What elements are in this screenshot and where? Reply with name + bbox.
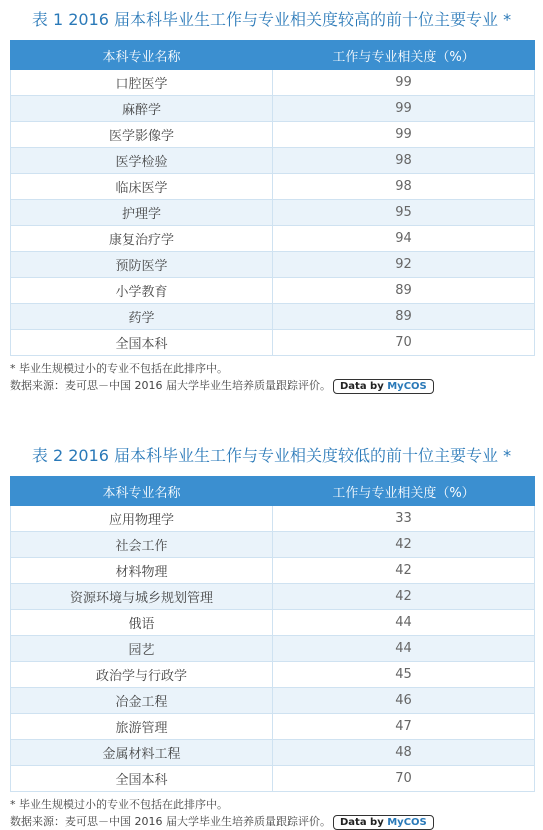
table-row	[11, 662, 535, 688]
table-row	[11, 532, 535, 558]
relevance-value-cell: 33	[273, 506, 535, 532]
major-name-cell: 俄语	[11, 610, 273, 636]
major-name-cell: 政治学与行政学	[11, 662, 273, 688]
major-name-cell: 药学	[11, 304, 273, 330]
table-row	[11, 122, 535, 148]
relevance-value-cell: 89	[273, 278, 535, 304]
major-name-cell: 预防医学	[11, 252, 273, 278]
relevance-value-cell: 95	[273, 200, 535, 226]
relevance-value-cell: 42	[273, 584, 535, 610]
table-row	[11, 252, 535, 278]
table2-title: 表 2 2016 届本科毕业生工作与专业相关度较低的前十位主要专业 *	[31, 446, 512, 465]
relevance-value-cell: 99	[273, 122, 535, 148]
table1-section	[0, 0, 543, 394]
table-row	[11, 584, 535, 610]
table-row	[11, 226, 535, 252]
major-name-cell: 护理学	[11, 200, 273, 226]
table-row	[11, 174, 535, 200]
relevance-value-cell: 99	[273, 96, 535, 122]
table-row	[11, 304, 535, 330]
major-name-cell: 资源环境与城乡规划管理	[11, 584, 273, 610]
table1-header-row	[11, 41, 535, 70]
relevance-value-cell: 99	[273, 70, 535, 96]
major-name-cell: 社会工作	[11, 532, 273, 558]
major-name-cell: 临床医学	[11, 174, 273, 200]
relevance-value-cell: 89	[273, 304, 535, 330]
relevance-value-cell: 92	[273, 252, 535, 278]
table2	[10, 476, 535, 792]
table1-source-line	[10, 377, 543, 394]
major-name-cell: 康复治疗学	[11, 226, 273, 252]
table-row	[11, 70, 535, 96]
major-name-cell: 冶金工程	[11, 688, 273, 714]
relevance-value-cell: 48	[273, 740, 535, 766]
major-name-cell: 材料物理	[11, 558, 273, 584]
table2-section	[0, 436, 543, 830]
table2-footnote: * 毕业生规模过小的专业不包括在此排序中。	[10, 798, 228, 811]
badge-prefix: Data by	[340, 816, 388, 828]
major-name-cell: 麻醉学	[11, 96, 273, 122]
relevance-value-cell: 42	[273, 532, 535, 558]
table-row	[11, 714, 535, 740]
major-name-cell: 金属材料工程	[11, 740, 273, 766]
relevance-value-cell: 94	[273, 226, 535, 252]
relevance-value-cell: 70	[273, 766, 535, 792]
relevance-value-cell: 70	[273, 330, 535, 356]
relevance-value-cell: 45	[273, 662, 535, 688]
relevance-value-cell: 44	[273, 610, 535, 636]
major-name-cell: 全国本科	[11, 330, 273, 356]
major-name-cell: 旅游管理	[11, 714, 273, 740]
table1-body	[11, 70, 535, 356]
major-name-cell: 小学教育	[11, 278, 273, 304]
table2-body	[11, 506, 535, 792]
mycos-logo-badge	[333, 815, 434, 830]
major-name-cell: 医学影像学	[11, 122, 273, 148]
table2-header-major: 本科专业名称	[11, 477, 273, 506]
relevance-value-cell: 44	[273, 636, 535, 662]
table-row	[11, 278, 535, 304]
major-name-cell: 园艺	[11, 636, 273, 662]
table2-header-relevance: 工作与专业相关度（%）	[273, 477, 535, 506]
major-name-cell: 应用物理学	[11, 506, 273, 532]
badge-prefix: Data by	[340, 380, 388, 392]
major-name-cell: 全国本科	[11, 766, 273, 792]
mycos-logo-badge	[333, 379, 434, 394]
table-row	[11, 740, 535, 766]
table1-footnote: * 毕业生规模过小的专业不包括在此排序中。	[10, 362, 228, 375]
table1-notes	[10, 360, 543, 394]
table-row	[11, 96, 535, 122]
relevance-value-cell: 98	[273, 174, 535, 200]
table2-notes	[10, 796, 543, 830]
table-row	[11, 558, 535, 584]
table1-title: 表 1 2016 届本科毕业生工作与专业相关度较高的前十位主要专业 *	[31, 10, 512, 29]
table1-source: 数据来源：麦可思－中国 2016 届大学毕业生培养质量跟踪评价。	[10, 379, 331, 392]
table-row	[11, 506, 535, 532]
table-row	[11, 610, 535, 636]
table-row	[11, 636, 535, 662]
badge-brand: MyCOS	[387, 380, 427, 392]
table2-source: 数据来源：麦可思－中国 2016 届大学毕业生培养质量跟踪评价。	[10, 815, 331, 828]
table-row	[11, 330, 535, 356]
table1	[10, 40, 535, 356]
relevance-value-cell: 47	[273, 714, 535, 740]
relevance-value-cell: 42	[273, 558, 535, 584]
table2-source-line	[10, 813, 543, 830]
table2-header-row	[11, 477, 535, 506]
major-name-cell: 医学检验	[11, 148, 273, 174]
table-row	[11, 148, 535, 174]
table-row	[11, 200, 535, 226]
table1-header-major: 本科专业名称	[11, 41, 273, 70]
badge-brand: MyCOS	[387, 816, 427, 828]
relevance-value-cell: 98	[273, 148, 535, 174]
table1-header-relevance: 工作与专业相关度（%）	[273, 41, 535, 70]
major-name-cell: 口腔医学	[11, 70, 273, 96]
table-row	[11, 766, 535, 792]
relevance-value-cell: 46	[273, 688, 535, 714]
table-row	[11, 688, 535, 714]
